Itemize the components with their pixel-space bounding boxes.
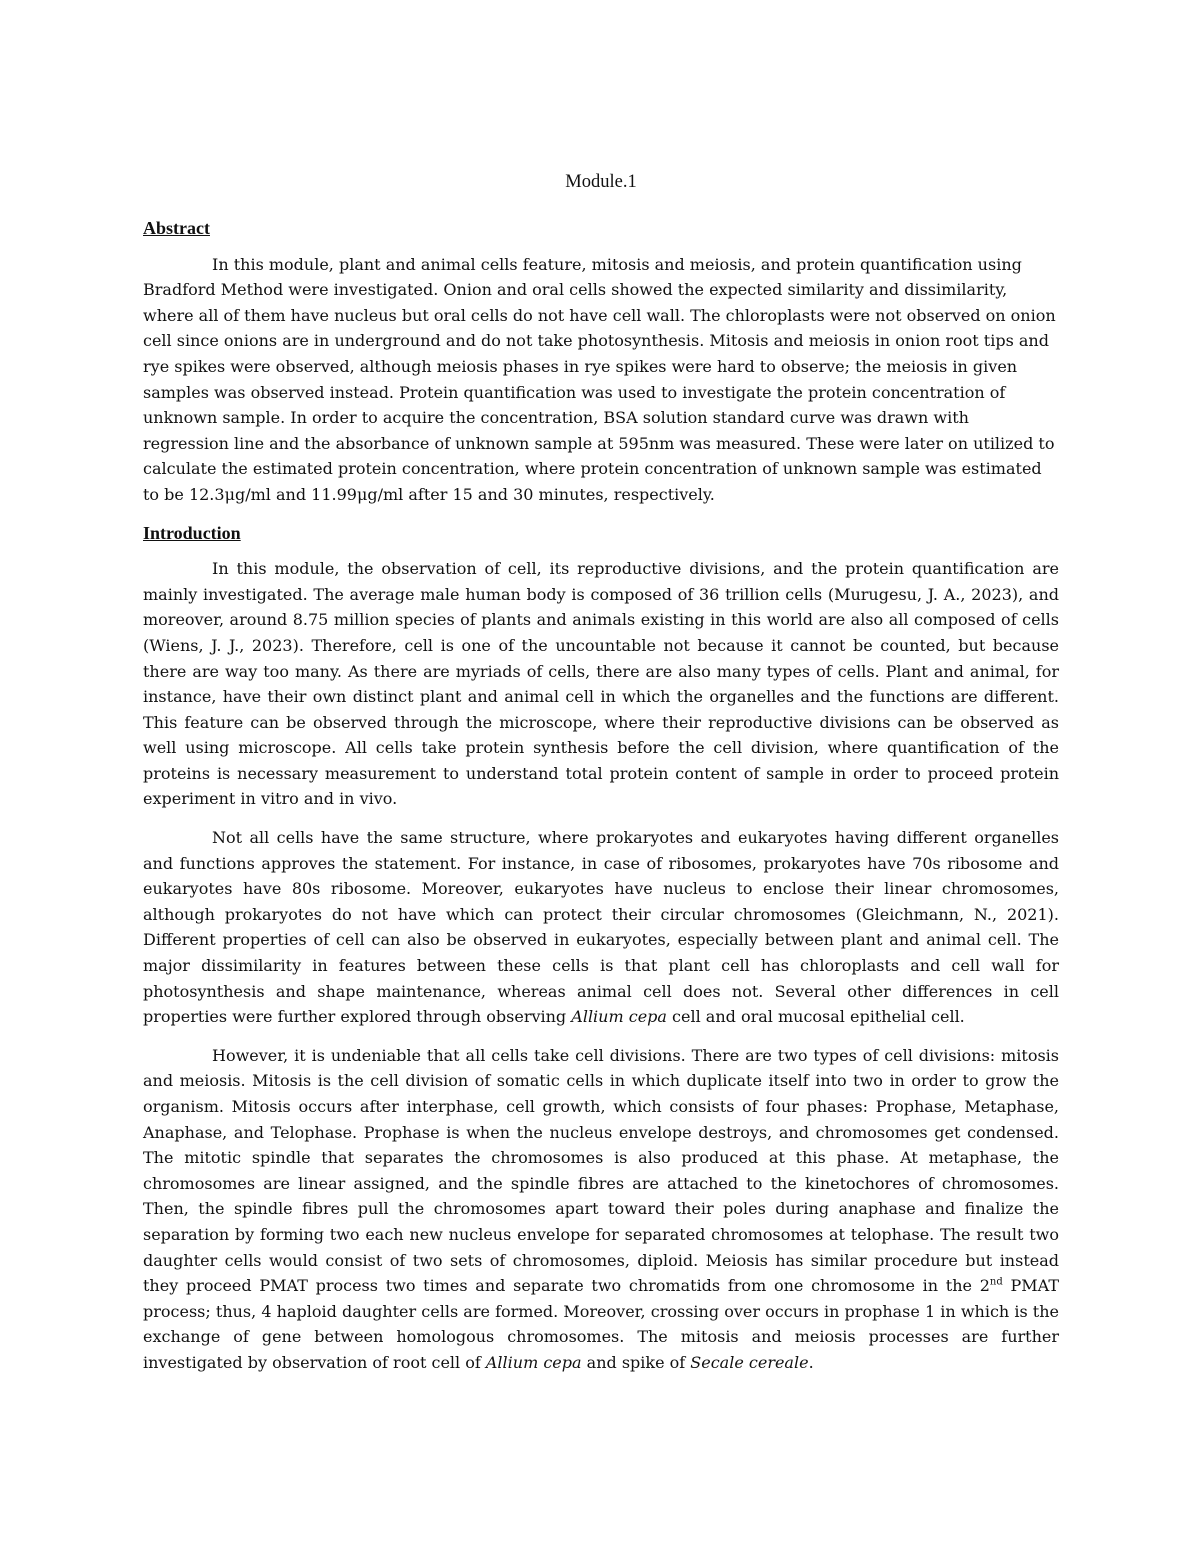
introduction-paragraph-2 bbox=[143, 825, 1059, 1030]
paragraph-3-text-d: . bbox=[808, 1352, 814, 1372]
paragraph-2-end: cell and oral mucosal epithelial cell. bbox=[666, 1007, 965, 1027]
document-page bbox=[143, 168, 1059, 1388]
abstract-paragraph: In this module, plant and animal cells feature, mitosis and meiosis, and protein quantification using Bradford Method were investigated. Onion and oral cells showed the expected similarity and dissimilarity, where all of them have nucleus but oral cells do not have cell wall. The chloroplasts were not observed on onion cell since onions are in underground and do not take photosynthesis. Mitosis and meiosis in onion root tips and rye spikes were observed, although meiosis phases in rye spikes were hard to observe; the meiosis in given samples was observed instead. Protein quantification was used to investigate the protein concentration of unknown sample. In order to acquire the concentration, BSA solution standard curve was drawn with regression line and the absorbance of unknown sample at 595nm was measured. These were later on utilized to calculate the estimated protein concentration, where protein concentration of unknown sample was estimated to be 12.3μg/ml and 11.99μg/ml after 15 and 30 minutes, respectively. bbox=[143, 254, 1056, 504]
introduction-paragraph-1: In this module, the observation of cell, its reproductive divisions, and the protein quantification are mainly investigated. The average male human body is composed of 36 trillion cells (Murugesu, J. A., 2023), and moreover, around 8.75 million species of plants and animals existing in this world are also all composed of cells (Wiens, J. J., 2023). Therefore, cell is one of the uncountable not because it cannot be counted, but because there are way too many. As there are myriads of cells, there are also many types of cells. Plant and animal, for instance, have their own distinct plant and animal cell in which the organelles and the functions are different. This feature can be observed through the microscope, where their reproductive divisions can be observed as well using microscope. All cells take protein synthesis before the cell division, where quantification of the proteins is necessary measurement to understand total protein content of sample in order to proceed protein experiment in vitro and in vivo. bbox=[143, 559, 1059, 809]
paragraph-3-text-a: However, it is undeniable that all cells take cell divisions. There are two types of cell divisions: mitosis and meiosis. Mitosis is the cell division of somatic cells in which duplicate itself into two in order to grow the organism. Mitosis occurs after interphase, cell growth, which consists of four phases: Prophase, Metaphase, Anaphase, and Telophase. Prophase is when the nucleus envelope destroys, and chromosomes get condensed. The mitotic spindle that separates the chromosomes is also produced at this phase. At metaphase, the chromosomes are linear assigned, and the spindle fibres are attached to the kinetochores of chromosomes. Then, the spindle fibres pull the chromosomes apart toward their poles during anaphase and finalize the separation by forming two each new nucleus envelope for separated chromosomes at telophase. The result two daughter cells would consist of two sets of chromosomes, diploid. Meiosis has similar procedure but instead they proceed PMAT process two times and separate two chromatids from one chromosome in the 2 bbox=[143, 1045, 1059, 1296]
introduction-paragraph-3 bbox=[143, 1043, 1059, 1376]
species-secale-cereale: Secale cereale bbox=[690, 1352, 809, 1372]
paragraph-3-text-b: PMAT process; thus, 4 haploid daughter cells are formed. Moreover, crossing over occurs in prophase 1 in which is the exchange of gene between homologous chromosomes. The mitosis and meiosis processes are further investigated by observation of root cell of bbox=[143, 1276, 1059, 1372]
species-allium-cepa-2: Allium cepa bbox=[485, 1352, 582, 1372]
paragraph-2-text: Not all cells have the same structure, where prokaryotes and eukaryotes having different organelles and functions approves the statement. For instance, in case of ribosomes, prokaryotes have 70s ribosome and eukaryotes have 80s ribosome. Moreover, eukaryotes have nucleus to enclose their linear chromosomes, although prokaryotes do not have which can protect their circular chromosomes (Gleichmann, N., 2021). Different properties of cell can also be observed in eukaryotes, especially between plant and animal cell. The major dissimilarity in features between these cells is that plant cell has chloroplasts and cell wall for photosynthesis and shape maintenance, whereas animal cell does not. Several other differences in cell properties were further explored through observing bbox=[143, 828, 1059, 1027]
ordinal-superscript: nd bbox=[989, 1276, 1003, 1288]
paragraph-3-text-c: and spike of bbox=[581, 1352, 691, 1372]
species-allium-cepa: Allium cepa bbox=[571, 1007, 667, 1027]
introduction-heading: Introduction bbox=[143, 522, 241, 543]
abstract-heading: Abstract bbox=[143, 218, 210, 238]
document-title: Module.1 bbox=[565, 172, 637, 192]
